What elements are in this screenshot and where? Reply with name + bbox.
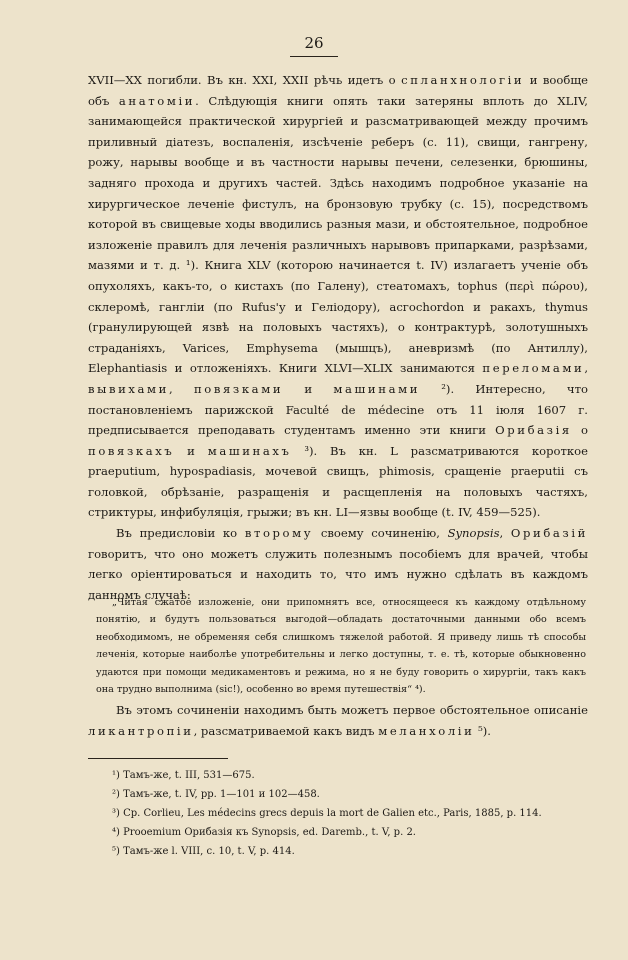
- paragraph-3: Въ этомъ сочиненіи находимъ быть можетъ первое обстоятельное описаніе ликантропіи, разсматриваемой какъ видъ меланхоліи ⁵).: [88, 703, 588, 738]
- paragraph-2: Въ предисловіи ко второму своему сочиненію, Synopsis, Орибазій говоритъ, что оно можетъ служить полезнымъ пособіемъ для врачей, чтобы легко оріентироваться и находить то, что имъ нужно сдѣлать въ каждомъ данномъ случаѣ:: [88, 526, 588, 602]
- footnote-3: ³) Cp. Corlieu, Les médecins grecs depuis la mort de Galien etc., Paris, 1885, p. 114.: [112, 808, 542, 819]
- quote-block: „Читая сжатое изложеніе, они припомнятъ все, относящееся къ каждому отдѣльному понятію, и будутъ пользоваться выгодой—обладать достаточными данными обо всемъ необходимомъ, не обременяя себя слишкомъ тяжелой работой. Я приведу лишь тѣ способы леченія, которые наиболѣе употребительны и легко доступны, т. е. тѣ, которые обыкновенно удаются при помощи медикаментовъ и режима, но я не буду говорить о хирургіи, такъ какъ она трудно выполнима (sic!), особенно во время путешествія“ ⁴).: [96, 597, 586, 696]
- footnote-5: ⁵) Тамъ-же l. VIII, с. 10, t. V, p. 414.: [112, 846, 295, 857]
- page-number-rule: [290, 56, 338, 57]
- footnotes: [88, 766, 588, 861]
- footnote-4: ⁴) Prooemium Орибазія къ Synopsis, ed. Daremb., t. V, p. 2.: [112, 827, 416, 838]
- footnote-rule: [88, 758, 228, 759]
- footnote-2: ²) Тамъ-же, t. IV, pp. 1—101 и 102—458.: [112, 789, 320, 800]
- page-number: 26: [304, 34, 324, 52]
- body-text: [88, 70, 588, 605]
- footnote-1: ¹) Тамъ-же, t. III, 531—675.: [112, 770, 255, 781]
- paragraph-1: XVII—XX погибли. Въ кн. XXI, XXII рѣчь идетъ о спланхнологіи и вообще объ анатоміи. Слѣдующія книги опять таки затеряны вплоть до XLIV, занимающейся практической хирургіей и разсматривающей между прочимъ приливный діатезъ, воспаленія, изсѣченіе реберъ (с. 11), свищи, гангрену, рожу, нарывы вообще и въ частности нарывы печени, селезенки, брюшины, задняго прохода и другихъ частей. Здѣсь находимъ подробное указаніе на хирургическое леченіе фистулъ, на бронзовую трубку (с. 15), посредствомъ которой въ свищевые ходы вводились разныя мази, и обстоятельное, подробное изложеніе правилъ для леченія различныхъ нарывовъ припарками, разрѣзами, мазями и т. д. ¹). Книга XLV (которою начинается t. IV) излагаетъ ученіе объ опухоляхъ, какъ-то, о кистахъ (по Галену), стеатомахъ, tophus (περὶ πώρου), склеромѣ, гангліи (по Rufus'у и Геліодору), асгоchordon и ракахъ, thymus (гранулирующей язвѣ на половыхъ частяхъ), о контрактурѣ, золотушныхъ страданіяхъ, Varices, Emphysema (мышцъ), аневризмѣ (по Антиллу), Elephantiasis и отложеніяхъ. Книги XLVI—XLIX занимаются переломами, вывихами, повязками и машинами ²). Интересно, что постановленіемъ парижской Faculté de médecine отъ 11 іюля 1607 г. предписывается преподавать студентамъ именно эти книги Орибазія о повязкахъ и машинахъ ³). Въ кн. L разсматриваются короткое praeputium, hypospadiasis, мочевой свищъ, phimosis, сращеніе praeputii съ головкой, обрѣзаніе, разращенія и расщепленія на половыхъ частяхъ, стриктуры, инфибуляція, грыжи; въ кн. LI—язвы вообще (t. IV, 459—525).: [88, 73, 589, 520]
